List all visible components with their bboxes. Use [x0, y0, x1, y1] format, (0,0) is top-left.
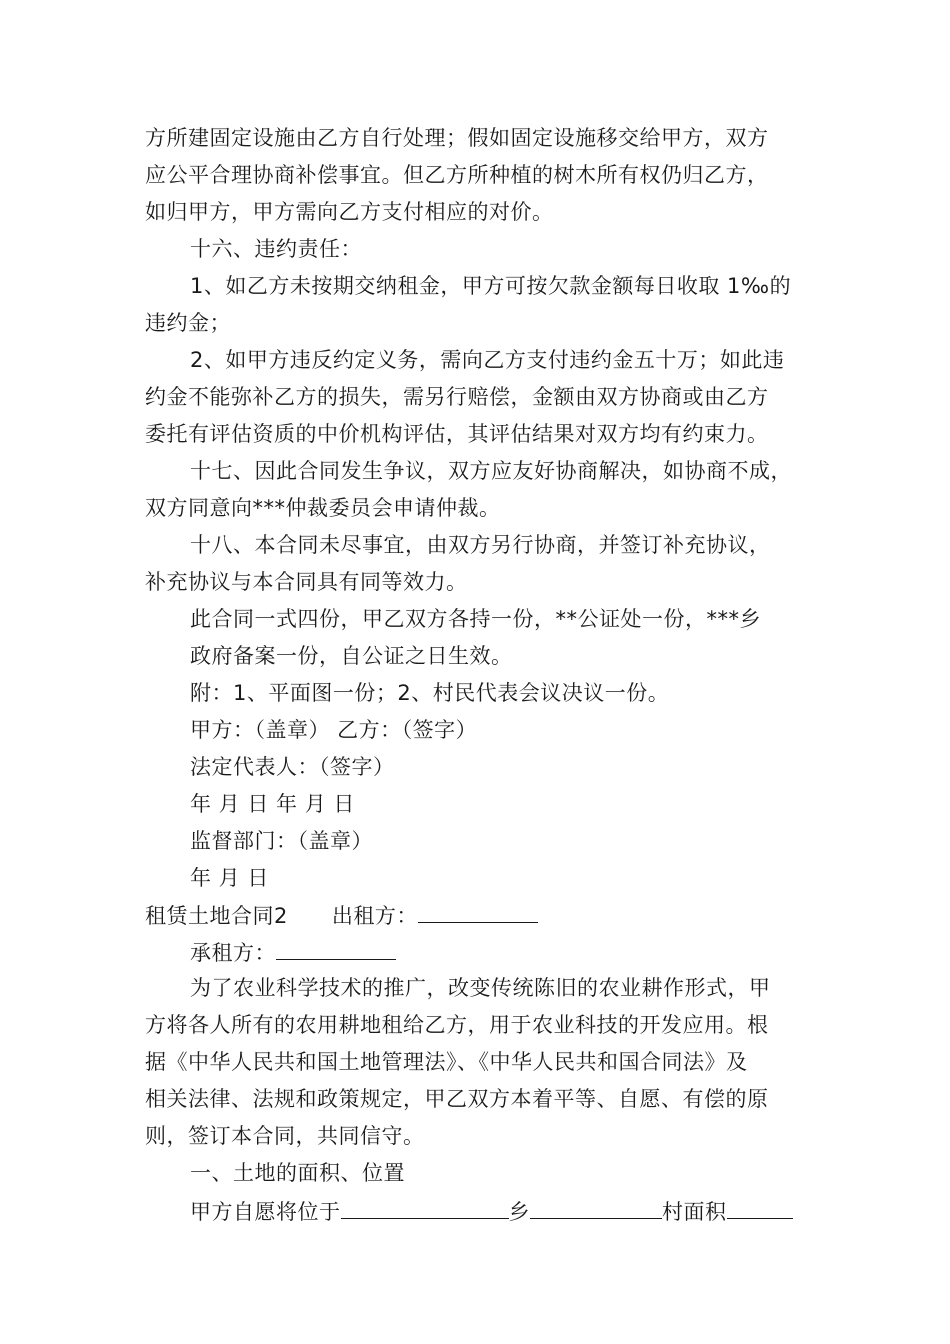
section-heading: 十六、违约责任：: [190, 237, 362, 261]
township-label: 乡: [508, 1200, 530, 1224]
paragraph-line: 双方同意向***仲裁委员会申请仲裁。: [145, 496, 501, 520]
paragraph-line: 十七、因此合同发生争议，双方应友好协商解决，如协商不成，: [190, 459, 792, 483]
paragraph-line: 相关法律、法规和政策规定，甲乙双方本着平等、自愿、有偿的原: [145, 1087, 769, 1111]
lessor-label: 出租方：: [331, 904, 418, 928]
location-blank: [341, 1196, 509, 1219]
lessee-line: [190, 937, 396, 967]
lessee-blank: [276, 937, 396, 960]
paragraph-line: 应公平合理协商补偿事宜。但乙方所种植的树木所有权仍归乙方，: [145, 163, 769, 187]
paragraph-line: 据《中华人民共和国土地管理法》、《中华人民共和国合同法》及: [145, 1050, 748, 1074]
contract-title-line: [145, 900, 538, 930]
signature-line: 甲方：（盖章） 乙方：（签字）: [190, 718, 478, 742]
date-line: 年 月 日: [190, 866, 269, 890]
paragraph-line: 方所建固定设施由乙方自行处理；假如固定设施移交给甲方，双方: [145, 126, 769, 150]
paragraph-line: 十八、本合同未尽事宜，由双方另行协商，并签订补充协议，: [190, 533, 771, 557]
paragraph-line: 则，签订本合同，共同信守。: [145, 1124, 425, 1148]
village-area-label: 村面积: [662, 1200, 727, 1224]
paragraph-line: 委托有评估资质的中价机构评估，其评估结果对双方均有约束力。: [145, 422, 769, 446]
attachment-line: 附：1、平面图一份；2、村民代表会议决议一份。: [190, 681, 670, 705]
lessor-blank: [418, 900, 538, 923]
paragraph-line: 政府备案一份，自公证之日生效。: [190, 644, 513, 668]
paragraph-line: 约金不能弥补乙方的损失，需另行赔偿，金额由双方协商或由乙方: [145, 385, 769, 409]
paragraph-line: 方将各人所有的农用耕地租给乙方，用于农业科技的开发应用。根: [145, 1013, 769, 1037]
contract-title: 租赁土地合同2: [145, 904, 288, 928]
paragraph-line: 此合同一式四份，甲乙双方各持一份，**公证处一份，***乡: [190, 607, 761, 631]
area-blank: [727, 1196, 793, 1219]
location-prefix: 甲方自愿将位于: [190, 1200, 341, 1224]
paragraph-line: 2、如甲方违反约定义务，需向乙方支付违约金五十万；如此违: [190, 348, 785, 372]
date-line: 年 月 日 年 月 日: [190, 792, 355, 816]
paragraph-line: 1、如乙方未按期交纳租金，甲方可按欠款金额每日收取 1‰的: [190, 274, 792, 298]
paragraph-line: 为了农业科学技术的推广，改变传统陈旧的农业耕作形式，甲: [190, 976, 771, 1000]
paragraph-line: 补充协议与本合同具有同等效力。: [145, 570, 468, 594]
supervisor-line: 监督部门：（盖章）: [190, 829, 373, 853]
lessee-label: 承租方：: [190, 941, 276, 965]
paragraph-line: 如归甲方，甲方需向乙方支付相应的对价。: [145, 200, 554, 224]
paragraph-line: 违约金；: [145, 311, 231, 335]
location-line: [190, 1196, 793, 1226]
section-heading: 一、土地的面积、位置: [190, 1161, 405, 1185]
legal-rep-line: 法定代表人：（签字）: [190, 755, 395, 779]
township-blank: [530, 1196, 662, 1219]
